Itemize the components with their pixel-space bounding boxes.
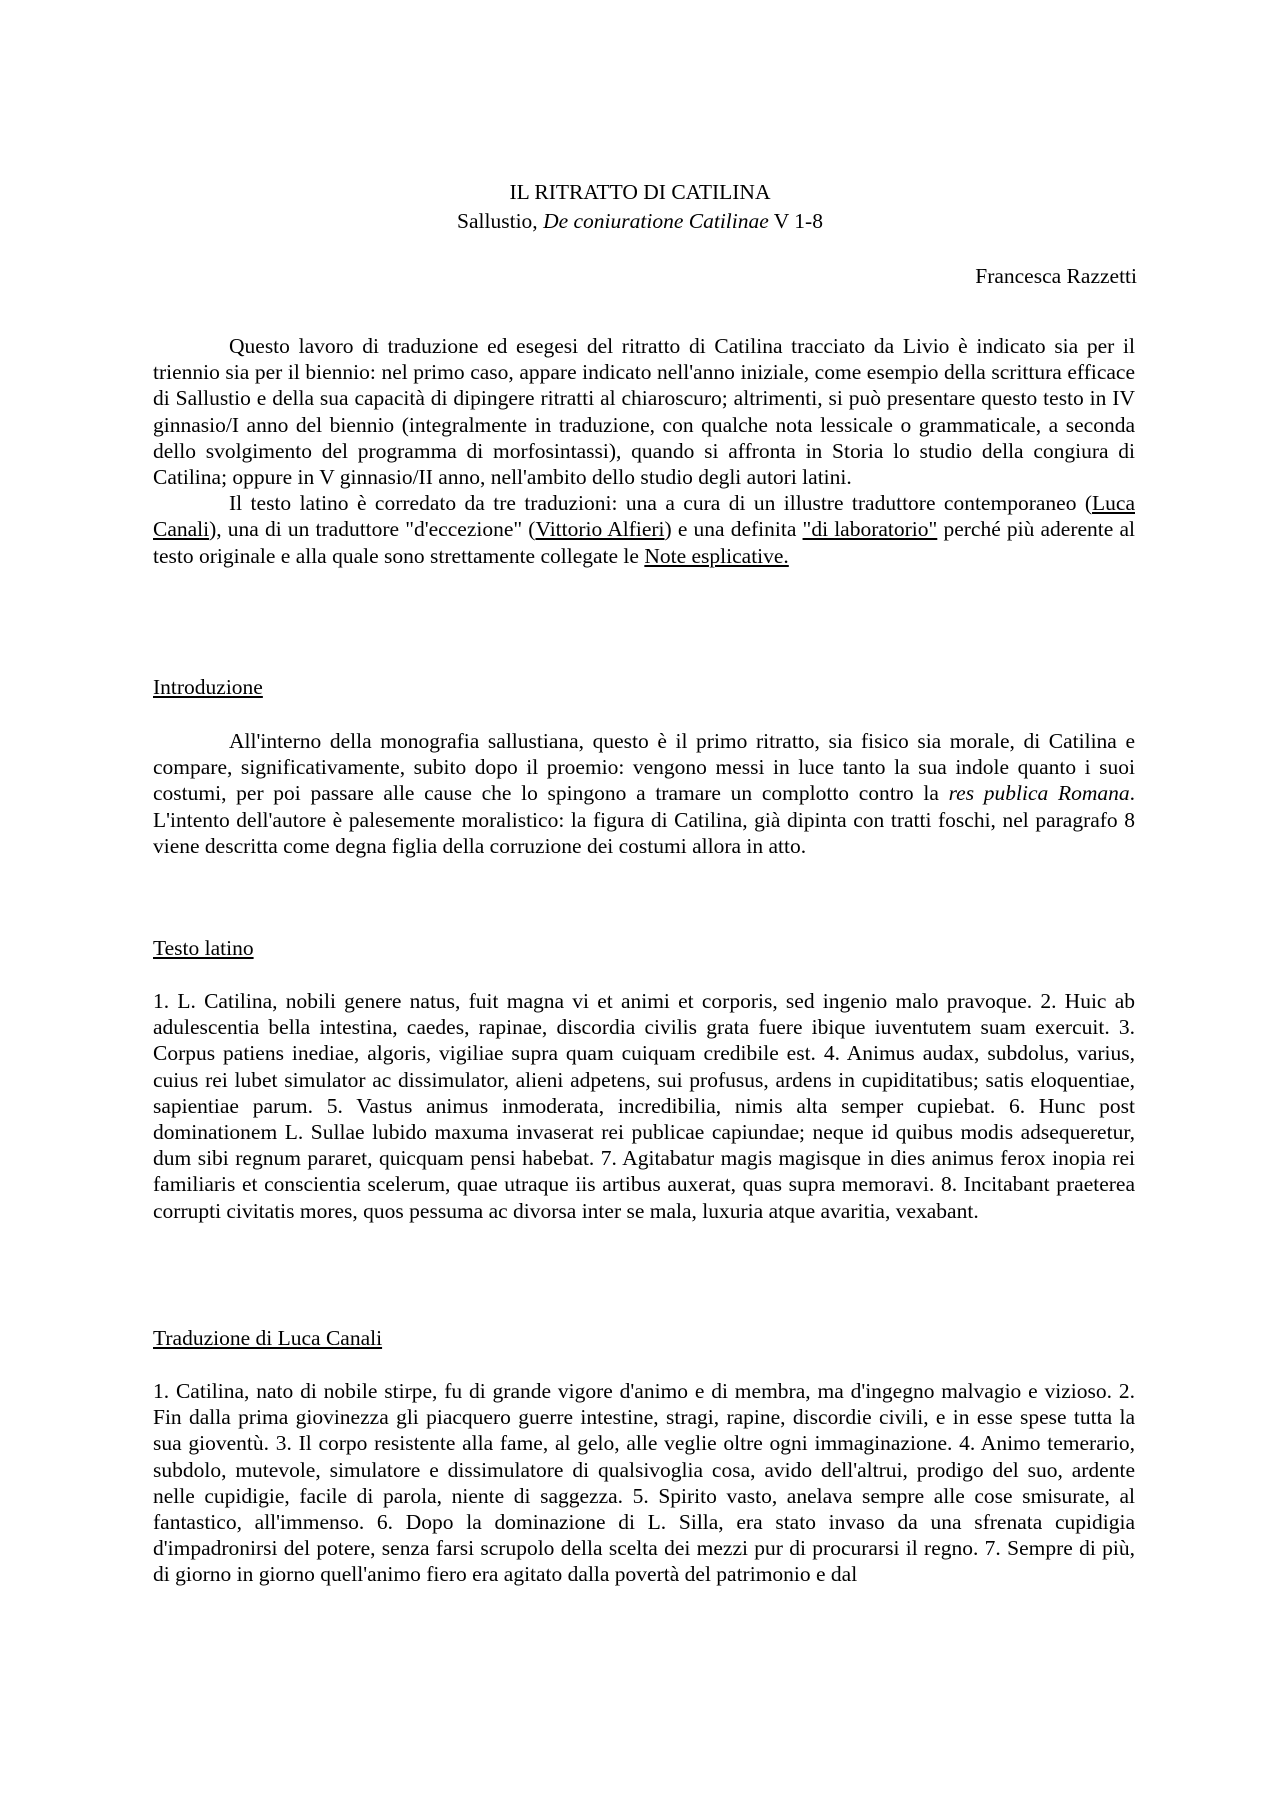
italic-term: res publica Romana bbox=[948, 781, 1130, 806]
text-link[interactable]: Note esplicative. bbox=[644, 543, 789, 568]
document-subtitle bbox=[0, 207, 1280, 236]
text-run: . L'intento dell'autore è palesemente moralistico: la figura di Catilina, già dipinta con tratti foschi, nel paragrafo 8 viene descritta come degna figlia della corruzione dei costumi allora in atto. bbox=[153, 781, 1135, 858]
text-run: ) e una definita bbox=[664, 517, 803, 542]
intro-paragraph-2 bbox=[153, 490, 1135, 569]
text-link[interactable]: "di laboratorio" bbox=[802, 517, 938, 542]
text-link[interactable]: Vittorio Alfieri bbox=[535, 517, 665, 542]
section-heading-introduzione: Introduzione bbox=[153, 675, 263, 699]
text-run: perché più aderente al testo originale e alla quale sono strettamente collegate le bbox=[153, 517, 1135, 568]
text-run: All'interno della monografia sallustiana, questo è il primo ritratto, sia fisico sia morale, di Catilina e compare, significativamente, subito dopo il proemio: vengono messi in luce tanto la sua indole quanto i suoi costumi, per poi passare alle cause che lo spingono a tramare un complotto contro la bbox=[153, 729, 1135, 806]
section-body-traduzione-canali: 1. Catilina, nato di nobile stirpe, fu di grande vigore d'animo e di membra, ma d'ingegno malvagio e vizioso. 2. Fin dalla prima giovinezza gli piacquero guerre intestine, stragi, rapine, discordie civili, e in esse spese tutta la sua gioventù. 3. Il corpo resistente alla fame, al gelo, alle veglie oltre ogni immaginazione. 4. Animo temerario, subdolo, mutevole, simulatore e dissimulatore di qualsivoglia cosa, avido dell'altrui, prodigo del suo, ardente nelle cupidigie, facile di parola, niente di saggezza. 5. Spirito vasto, anelava sempre alle cose smisurate, al fantastico, all'immenso. 6. Dopo la dominazione di L. Silla, era stato invaso da una sfrenata cupidigia d'impadronirsi del potere, senza farsi scrupolo della scelta dei mezzi pur di procurarsi il regno. 7. Sempre di più, di giorno in giorno quell'animo fiero era agitato dalla povertà del patrimonio e dal bbox=[153, 1379, 1135, 1587]
text-link[interactable]: Luca Canali bbox=[153, 491, 1135, 542]
section-body-testo-latino: 1. L. Catilina, nobili genere natus, fuit magna vi et animi et corporis, sed ingenio malo pravoque. 2. Huic ab adulescentia bella intestina, caedes, rapinae, discordia civilis grata fuere ibique iuventutem suam exercuit. 3. Corpus patiens inediae, algoris, vigiliae supra quam cuiquam credibile est. 4. Animus audax, subdolus, varius, cuius rei lubet simulator ac dissimulator, alieni adpetens, sui profusus, ardens in cupiditatibus; satis eloquentiae, sapientiae parum. 5. Vastus animus inmoderata, incredibilia, nimis alta semper cupiebat. 6. Hunc post dominationem L. Sullae lubido maxuma invaserat rei publicae capiundae; neque id quibus modis adsequeretur, dum sibi regnum pararet, quicquam pensi habebat. 7. Agitabatur magis magisque in dies animus ferox inopia rei familiaris et conscientia scelerum, quae utraque iis artibus auxerat, quas supra memoravi. 8. Incitabant praeterea corrupti civitatis mores, quos pessuma ac divorsa inter se mala, luxuria atque avaritia, vexabant. bbox=[153, 989, 1135, 1223]
section-heading-testo-latino: Testo latino bbox=[153, 936, 254, 960]
subtitle-reference: V 1-8 bbox=[768, 209, 823, 233]
intro-paragraph-1 bbox=[153, 333, 1135, 490]
title-block bbox=[0, 178, 1280, 236]
section-body-introduzione bbox=[153, 728, 1135, 859]
section-heading-traduzione-canali: Traduzione di Luca Canali bbox=[153, 1326, 383, 1350]
text-run: Il testo latino è corredato da tre traduzioni: una a cura di un illustre traduttore contemporaneo ( bbox=[229, 491, 1093, 516]
subtitle-work-title: De coniuratione Catilinae bbox=[543, 209, 769, 233]
subtitle-author: Sallustio, bbox=[457, 209, 544, 233]
document-title: IL RITRATTO DI CATILINA bbox=[509, 180, 771, 204]
text-run: ), una di un traduttore "d'eccezione" ( bbox=[209, 517, 536, 542]
text-run: Questo lavoro di traduzione ed esegesi del ritratto di Catilina tracciato da Livio è indicato sia per il triennio sia per il biennio: nel primo caso, appare indicato nell'anno iniziale, come esempio della scrittura efficace di Sallustio e della sua capacità di dipingere ritratti al chiaroscuro; altrimenti, si può presentare questo testo in IV ginnasio/I anno del biennio (integralmente in traduzione, con qualche nota lessicale o grammaticale, a seconda dello svolgimento del programma di morfosintassi), quando si affronta in Storia lo studio della congiura di Catilina; oppure in V ginnasio/II anno, nell'ambito dello studio degli autori latini. bbox=[153, 334, 1135, 490]
document-author: Francesca Razzetti bbox=[975, 264, 1137, 288]
intro-text bbox=[153, 333, 1135, 569]
